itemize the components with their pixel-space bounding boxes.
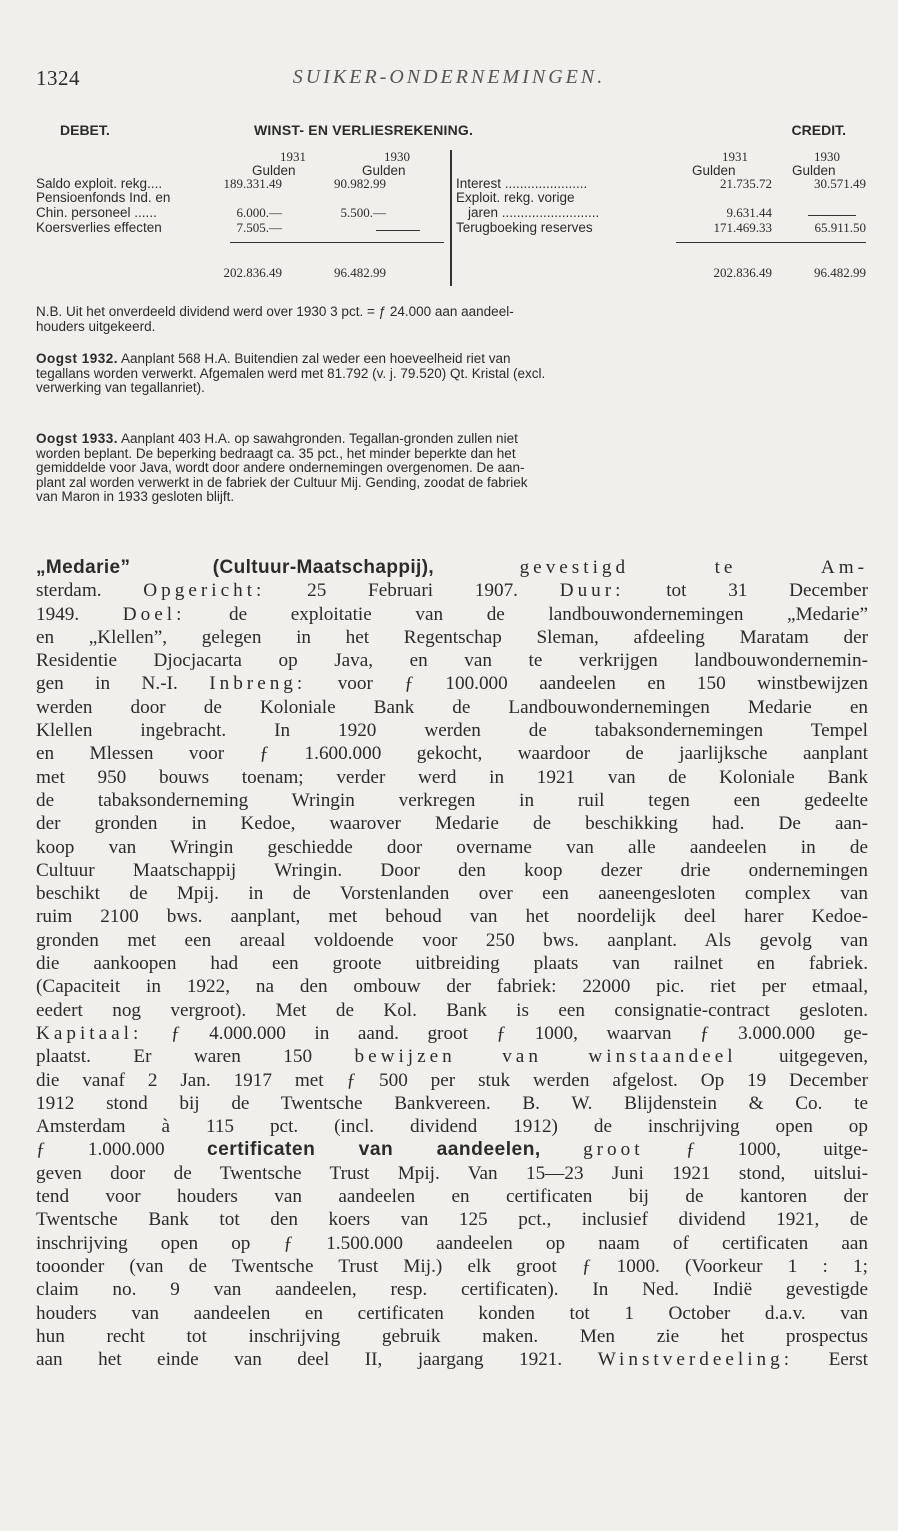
credit-row-1931: 9.631.44 [726,205,772,220]
certificates-label: certificaten van aandeelen, [206,1139,541,1161]
credit-row-label: Exploit. rekg. vorige [456,190,575,205]
purpose-label: Doel: [122,603,186,625]
profit-distribution-label: Winstverdeeling: [597,1349,794,1371]
credit-row-1931: 171.469.33 [713,220,772,235]
harvest-1933-text: gemiddelde voor Java, wordt door andere ondernemingen overgenomen. De aan- [36,461,525,475]
debet-total-rule [230,242,444,243]
article-line: Klellen ingebracht. In 1920 werden de tabaksondernemingen Tempel [36,720,868,742]
credit-row-1930: 65.911.50 [814,220,866,235]
article-line: die vanaf 2 Jan. 1917 met ƒ 500 per stuk werden afgelost. Op 19 December [36,1069,868,1091]
harvest-1933-text: Aanplant 403 H.A. op sawahgronden. Tegallan-gronden zullen niet [118,432,518,446]
nb-line: houders uitgekeerd. [36,319,156,334]
harvest-1933-text: worden beplant. De beperking bedraagt ca. 35 pct., het minder beperkte dan het [36,446,516,461]
ledger-heading [36,122,862,144]
credit-currency-1931: Gulden [692,163,736,178]
nb-line: N.B. Uit het onverdeeld dividend werd over 1930 3 pct. = ƒ 24.000 aan aandeel- [36,305,514,319]
article-text: sterdam. [36,580,144,602]
debet-currency-1931: Gulden [252,163,296,178]
article-line: Cultuur Maatschappij Wringin. Door den koop dezer drie ondernemingen [36,859,868,881]
article-line: tooonder (van de Twentsche Trust Mij.) elk groot ƒ 1000. (Voorkeur 1 : 1; [36,1255,868,1277]
article-line: inschrijving open op ƒ 1.500.000 aandeelen op naam of certificaten aan [36,1232,868,1254]
article-line: gronden met een areaal voldoende voor 250 bws. aanplant. Als gevolg van [36,929,868,951]
harvest-1932-label: Oogst 1932. [36,352,119,366]
article-line: claim no. 9 van aandeelen, resp. certificaten). In Ned. Indië gevestigde [36,1279,868,1301]
article-text [541,1139,583,1160]
article-text: voor ƒ 100.000 aandeelen en 150 winstbewijzen [306,673,868,695]
empty-value-dash [376,230,420,231]
nb-note [36,305,866,334]
running-head [36,66,862,96]
profit-share-label: bewijzen van winstaandeel [354,1046,737,1068]
article-line: tend voor houders van aandeelen en certificaten bij de kantoren der [36,1186,868,1208]
running-title: SUIKER-ONDERNEMINGEN. [292,66,606,88]
harvest-1932-text: tegallans worden verwerkt. Afgemalen werd met 81.792 (v. j. 79.520) Qt. Kristal (excl. [36,366,546,381]
article-text: aan het einde van deel II, jaargang 1921. [36,1349,598,1371]
article-text: 25 Februari 1907. [265,580,560,602]
debet-year-1931: 1931 [280,149,306,164]
debet-row-label: Chin. personeel ...... [36,205,157,220]
debet-currency-1930: Gulden [362,163,406,178]
article-line: 1912 stond bij de Twentsche Bankvereen. B. W. Blijdenstein & Co. te [36,1092,868,1114]
debet-total-1930: 96.482.99 [334,265,386,280]
article-text: plaatst. Er waren 150 [36,1046,355,1068]
credit-currency-1930: Gulden [792,163,836,178]
company-name: „Medarie” (Cultuur-Maatschappij), [36,557,435,578]
article-text: uitgegeven, [736,1046,868,1068]
founded-label: Opgericht: [143,580,266,602]
article-line: werden door de Koloniale Bank de Landbouwondernemingen Medarie en [36,696,868,718]
company-article [36,556,868,1371]
article-line: eedert nog vergroot). Met de Kol. Bank is een consignatie-contract gesloten. [36,999,868,1021]
article-text: 1949. [36,603,123,625]
article-text: de exploitatie van de landbouwondernemingen „Medarie” [185,603,868,625]
debet-row-1931: 189.331.49 [223,176,282,191]
credit-row-1930: 30.571.49 [814,176,866,191]
article-line: Amsterdam à 115 pct. (incl. dividend 1912) de inschrijving open op [36,1116,868,1138]
article-line: en „Klellen”, gelegen in het Regentschap Sleman, afdeeling Maratam der [36,626,868,648]
article-line: beschikt de Mpij. in de Vorstenlanden over een aaneengesloten complex van [36,883,868,905]
ledger-divider [450,150,452,286]
credit-year-1931: 1931 [722,149,748,164]
article-text: ƒ 1.000.000 [36,1139,207,1161]
article-line: Twentsche Bank tot den koers van 125 pct., inclusief dividend 1921, de [36,1209,868,1231]
article-line: de tabaksonderneming Wringin verkregen in ruil tegen een gedeelte [36,789,868,811]
article-line: Residentie Djocjacarta op Java, en van te verkrijgen landbouwondernemin- [36,650,868,672]
article-text: gen in N.-I. [36,673,210,695]
article-line: houders van aandeelen en certificaten konden tot 1 October d.a.v. van [36,1302,868,1324]
debet-year-1930: 1930 [384,149,410,164]
harvest-1932-text: Aanplant 568 H.A. Buitendien zal weder een hoeveelheid riet van [118,352,511,366]
credit-total-rule [676,242,866,243]
credit-row-label: jaren .......................... [468,205,600,220]
capital-label: Kapitaal: [36,1022,143,1044]
article-line: geven door de Twentsche Trust Mpij. Van 15—23 Juni 1921 stond, uitslui- [36,1162,868,1184]
article-line: koop van Wringin geschiedde door overname van alle aandeelen in de [36,836,868,858]
page-number: 1324 [36,66,80,90]
empty-value-dash [808,215,856,216]
debet-label: DEBET. [60,122,110,138]
debet-row-label: Saldo exploit. rekg.... [36,176,163,191]
credit-row-label: Interest ...................... [456,176,588,191]
article-text: ƒ 1000, uitge- [643,1139,868,1161]
article-text: Eerst [793,1349,868,1371]
harvest-1933-label: Oogst 1933. [36,432,119,446]
debet-total-1931: 202.836.49 [223,265,282,280]
debet-row-1930: 5.500.— [340,205,386,220]
article-line: hun recht tot inschrijving gebruik maken. Men zie het prospectus [36,1325,868,1347]
credit-total-1930: 96.482.99 [814,265,866,280]
credit-row-label: Terugboeking reserves [456,220,593,235]
harvest-1933-text: van Maron in 1933 gesloten blijft. [36,490,235,504]
harvest-1932-note [36,352,866,396]
credit-row-1931: 21.735.72 [720,176,772,191]
article-line: met 950 bouws toenam; verder werd in 1921 van de Koloniale Bank [36,766,868,788]
article-text: tot 31 December [624,580,868,602]
harvest-1932-text: verwerking van tegallanriet). [36,381,205,395]
article-line: die aankoopen had een groote uitbreiding plaats van railnet en fabriek. [36,953,868,975]
debet-row-label: Pensioenfonds Ind. en [36,190,171,205]
debet-row-1930: 90.982.99 [334,176,386,191]
debet-row-1931: 6.000.— [236,205,282,220]
credit-label: CREDIT. [791,122,846,138]
article-text: gevestigd te Am- [434,557,868,578]
article-text: ƒ 4.000.000 in aand. groot ƒ 1000, waarvan ƒ 3.000.000 ge- [142,1022,868,1044]
contribution-label: Inbreng: [209,673,307,695]
debet-row-label: Koersverlies effecten [36,220,162,235]
duration-label: Duur: [559,580,625,602]
harvest-1933-text: plant zal worden verwerkt in de fabriek der Cultuur Mij. Gending, zoodat de fabriek [36,475,528,490]
debet-row-1931: 7.505.— [236,220,282,235]
article-line: en Mlessen voor ƒ 1.600.000 gekocht, waardoor de jaarlijksche aanplant [36,743,868,765]
ledger-title: WINST- EN VERLIESREKENING. [254,122,474,138]
harvest-1933-note [36,432,866,505]
credit-total-1931: 202.836.49 [713,265,772,280]
article-line: (Capaciteit in 1922, na den ombouw der fabriek: 22000 pic. riet per etmaal, [36,976,868,998]
credit-year-1930: 1930 [814,149,840,164]
article-line: der gronden in Kedoe, waarover Medarie de beschikking had. De aan- [36,813,868,835]
size-label: groot [583,1139,644,1161]
profit-loss-table [36,146,866,286]
article-line: ruim 2100 bws. aanplant, met behoud van het noordelijk deel harer Kedoe- [36,906,868,928]
